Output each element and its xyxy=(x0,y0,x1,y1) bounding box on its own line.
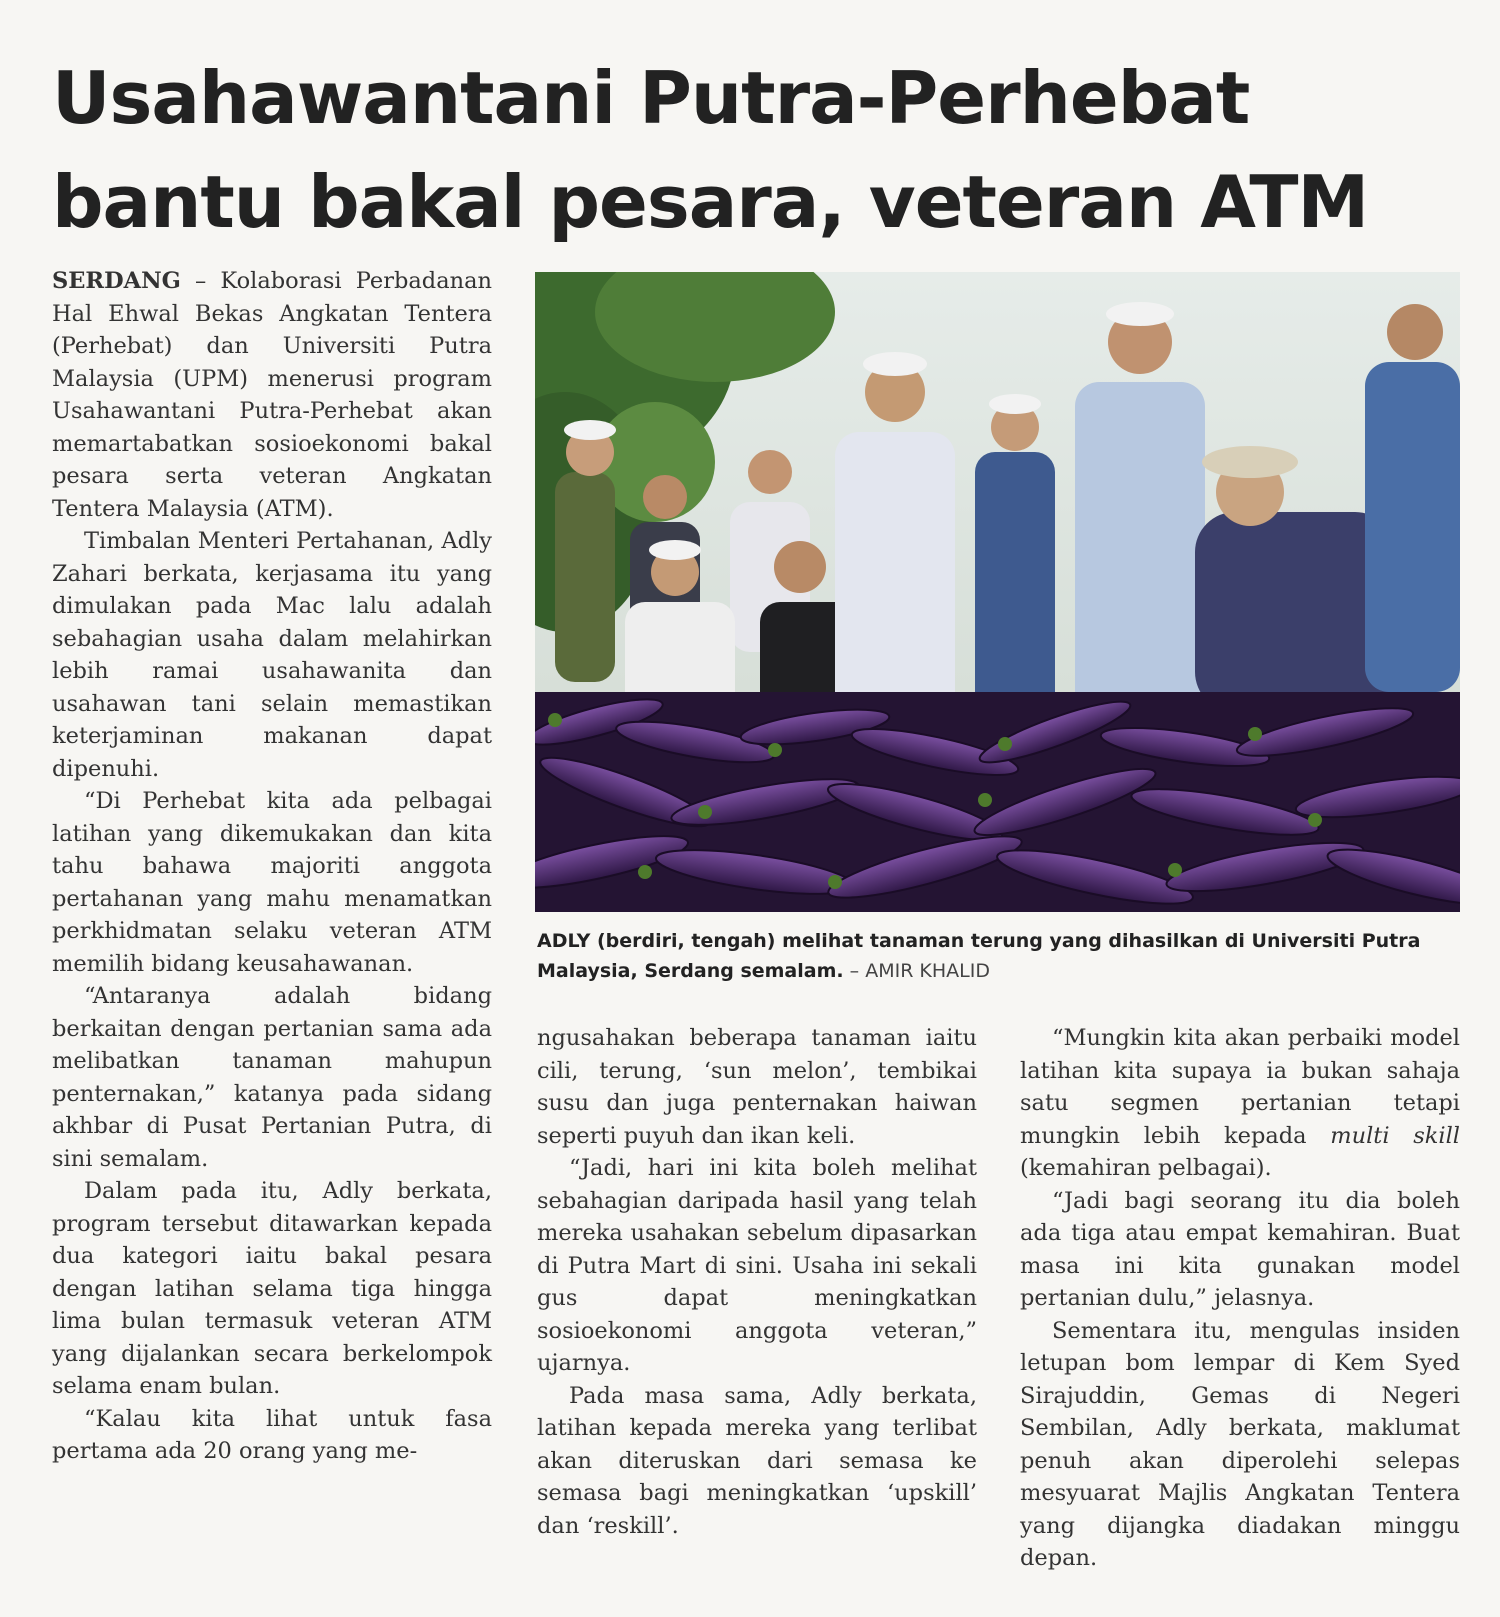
article-column-1 xyxy=(52,265,492,1468)
article-paragraph: Dalam pada itu, Adly berkata, program tersebut ditawarkan kepada dua kategori iaitu bakal pesara dengan latihan selama tiga hingga lima bulan termasuk veteran ATM yang dijalankan secara berkelompok selama enam bulan. xyxy=(52,1178,492,1399)
italic-term: multi skill xyxy=(1330,1122,1460,1149)
dateline: SERDANG xyxy=(52,268,181,294)
article-paragraph: Timbalan Menteri Pertahanan, Adly Zahari berkata, kerjasama itu yang dimulakan pada Mac lalu adalah sebahagian usaha dalam melahirkan lebih ramai usahawanita dan usahawan tani selain memastikan keterjaminan makanan dapat dipenuhi. xyxy=(52,528,492,782)
headline-line-1: Usahawantani Putra-Perhebat xyxy=(52,56,1250,140)
article-paragraph: “Antaranya adalah bidang berkaitan dengan pertanian sama ada melibatkan tanaman mahupun penternakan,” katanya pada sidang akhbar di Pusat Pertanian Putra, di sini semalam. xyxy=(52,983,492,1172)
article-paragraph: “Kalau kita lihat untuk fasa pertama ada 20 orang yang me- xyxy=(52,1405,492,1464)
headline xyxy=(52,46,1472,254)
article-paragraph: Sementara itu, mengulas insiden letupan bom lempar di Kem Syed Sirajuddin, Gemas di Negeri Sembilan, Adly berkata, maklumat penuh akan diperolehi selepas mesyuarat Majlis Angkatan Tentera yang dijangka diadakan minggu depan. xyxy=(1020,1317,1460,1571)
photo-credit: – AMIR KHALID xyxy=(849,960,990,982)
news-photo xyxy=(535,272,1460,912)
article-paragraph: “Jadi bagi seorang itu dia boleh ada tiga atau empat kemahiran. Buat masa ini kita gunakan model pertanian dulu,” jelasnya. xyxy=(1020,1187,1460,1311)
article-paragraph: SERDANG – Kolaborasi Perbadanan Hal Ehwal Bekas Angkatan Tentera (Perhebat) dan Universiti Putra Malaysia (UPM) menerusi program Usahawantani Putra-Perhebat akan memartabatkan sosioekonomi bakal pesara serta veteran Angkatan Tentera Malaysia (ATM). xyxy=(52,268,493,522)
article-paragraph: Pada masa sama, Adly berkata, latihan kepada mereka yang terlibat akan diteruskan dari semasa ke semasa bagi meningkatkan ‘upskill’ dan ‘reskill’. xyxy=(537,1382,977,1539)
article-column-2 xyxy=(537,1022,977,1542)
photo-caption xyxy=(537,926,1457,986)
caption-text: ADLY (berdiri, tengah) melihat tanaman terung yang dihasilkan di Universiti Putra Malaysia, Serdang semalam. xyxy=(537,930,1421,982)
article-column-3 xyxy=(1020,1022,1460,1575)
article-paragraph: “Mungkin kita akan perbaiki model latihan kita supaya ia bukan sahaja satu segmen pertanian tetapi mungkin lebih kepada multi skill (kemahiran pelbagai). xyxy=(1020,1025,1460,1181)
article-paragraph: ngusahakan beberapa tanaman iaitu cili, terung, ‘sun melon’, tembikai susu dan juga penternakan haiwan seperti puyuh dan ikan keli. xyxy=(537,1025,977,1149)
photo-eggplant-harvest xyxy=(535,272,1460,912)
headline-line-2: bantu bakal pesara, veteran ATM xyxy=(52,160,1369,244)
article-paragraph: “Di Perhebat kita ada pelbagai latihan yang dikemukakan dan kita tahu bahawa majoriti anggota pertahanan yang mahu menamatkan perkhidmatan selaku veteran ATM memilih bidang keusahawanan. xyxy=(52,788,492,977)
article-paragraph: “Jadi, hari ini kita boleh melihat sebahagian daripada hasil yang telah mereka usahakan sebelum dipasarkan di Putra Mart di sini. Usaha ini sekali gus dapat meningkatkan sosioekonomi anggota veteran,” ujarnya. xyxy=(537,1155,977,1376)
